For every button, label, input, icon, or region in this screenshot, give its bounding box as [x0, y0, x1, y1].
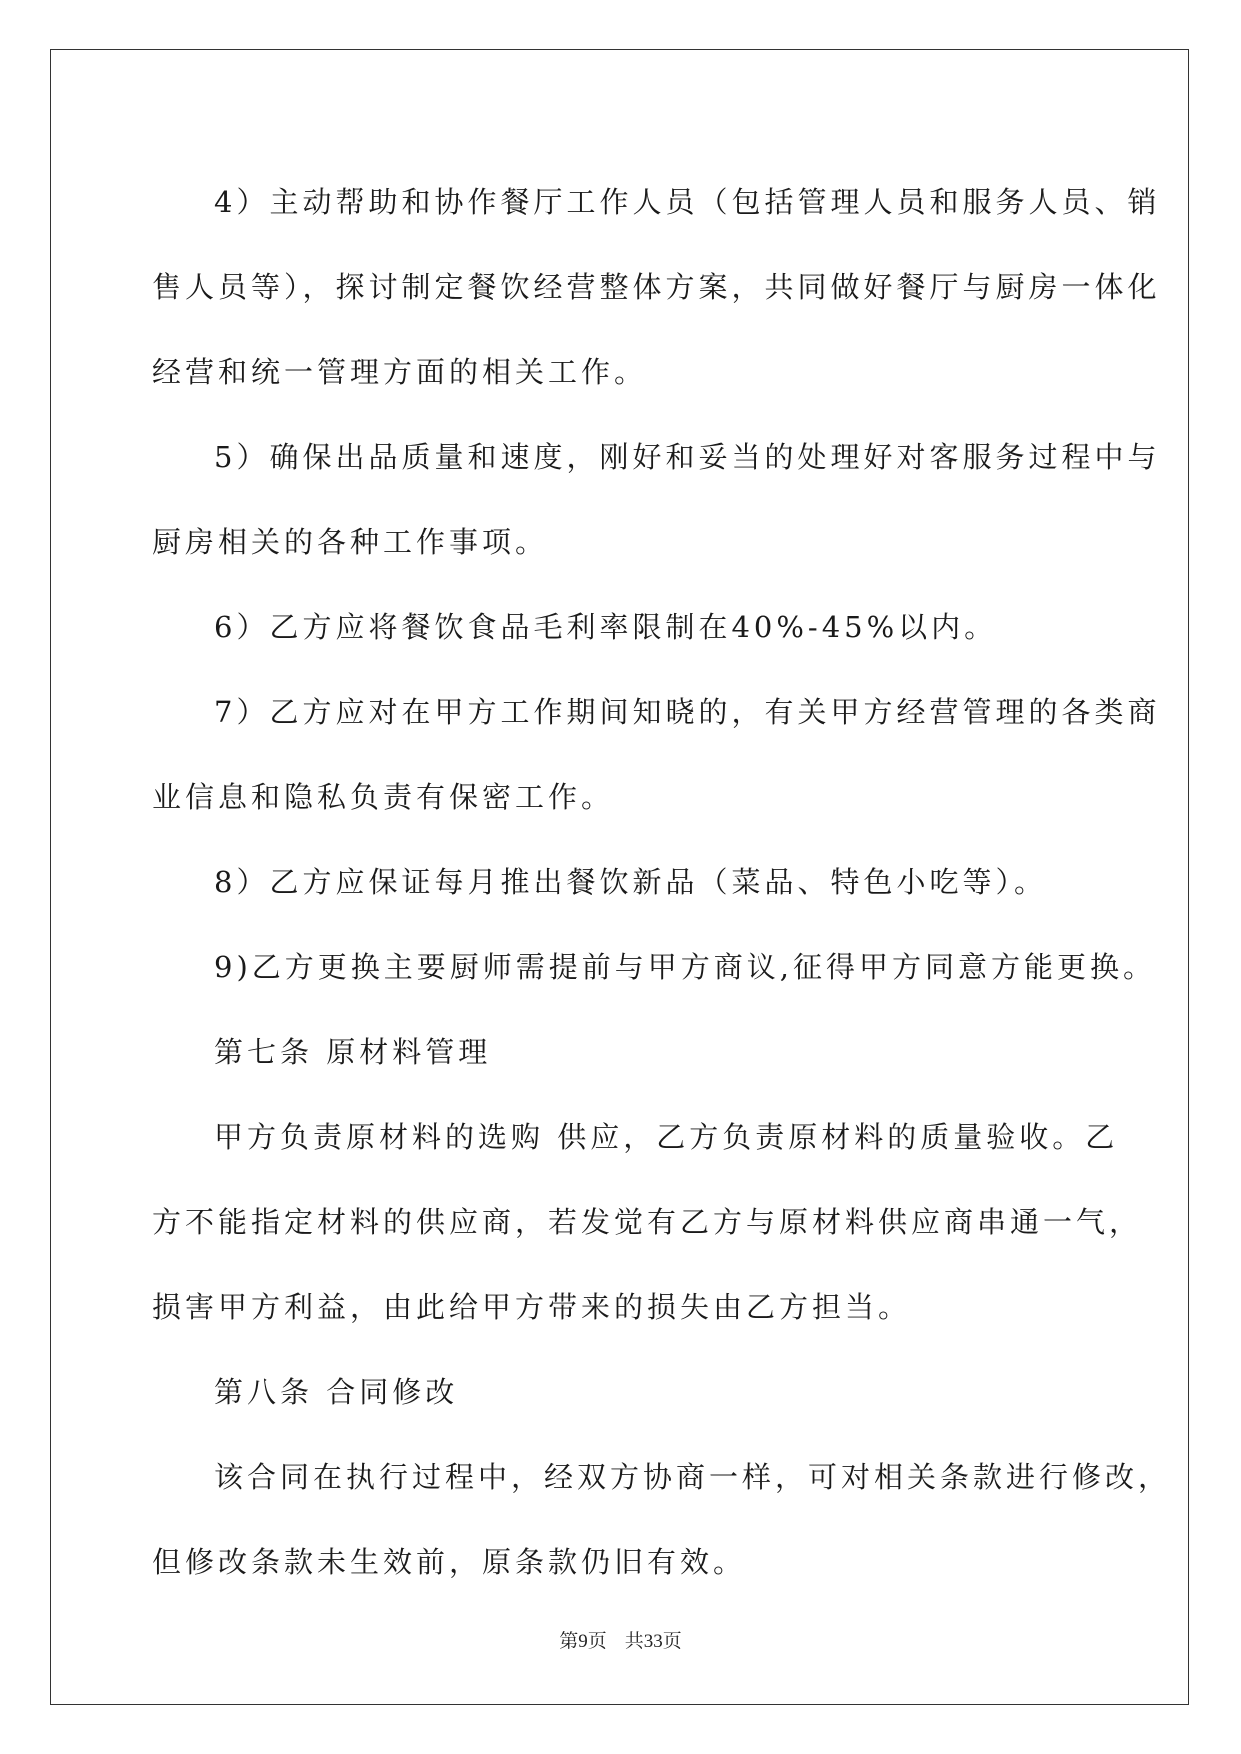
paragraph-line: 甲方负责原材料的选购 供应，乙方负责原材料的质量验收。乙	[214, 1120, 1119, 1154]
paragraph-line: 5）确保出品质量和速度，刚好和妥当的处理好对客服务过程中与	[214, 440, 1161, 474]
document-body	[152, 160, 1172, 1605]
page-footer	[0, 1626, 1241, 1653]
paragraph-line: 8）乙方应保证每月推出餐饮新品（菜品、特色小吃等）。	[214, 865, 1047, 899]
paragraph-line: 厨房相关的各种工作事项。	[152, 525, 549, 559]
page-total: 共33页	[624, 1631, 682, 1652]
paragraph-line: 7）乙方应对在甲方工作期间知晓的，有关甲方经营管理的各类商	[214, 695, 1161, 729]
paragraph-line: 6）乙方应将餐饮食品毛利率限制在40%-45%以内。	[214, 610, 998, 644]
paragraph-line: 该合同在执行过程中，经双方协商一样，可对相关条款进行修改，	[214, 1460, 1172, 1494]
paragraph-line: 但修改条款未生效前，原条款仍旧有效。	[152, 1545, 747, 1579]
paragraph-line: 经营和统一管理方面的相关工作。	[152, 355, 648, 389]
page-number: 第9页	[559, 1631, 607, 1652]
paragraph-line: 损害甲方利益，由此给甲方带来的损失由乙方担当。	[152, 1290, 912, 1324]
paragraph-line: 售人员等），探讨制定餐饮经营整体方案，共同做好餐厅与厨房一体化	[152, 270, 1161, 304]
paragraph-line: 方不能指定材料的供应商，若发觉有乙方与原材料供应商串通一气，	[152, 1205, 1143, 1239]
paragraph-line: 4）主动帮助和协作餐厅工作人员（包括管理人员和服务人员、销	[214, 185, 1161, 219]
section-heading: 第八条 合同修改	[214, 1375, 459, 1409]
paragraph-line: 9)乙方更换主要厨师需提前与甲方商议,征得甲方同意方能更换。	[214, 950, 1156, 984]
paragraph-line: 业信息和隐私负责有保密工作。	[152, 780, 615, 814]
section-heading: 第七条 原材料管理	[214, 1035, 492, 1069]
